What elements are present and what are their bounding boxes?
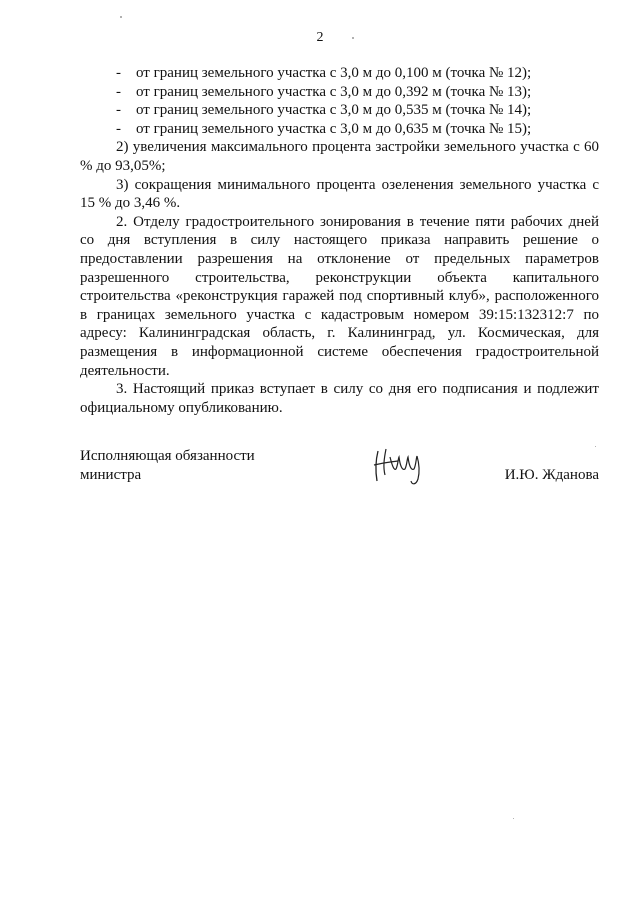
signatory-position-line2: министра: [80, 466, 142, 483]
scan-speck: [120, 16, 122, 18]
paragraph-greening: 3) сокращения минимального процента озеленения земельного участка с 15 % до 3,46 %.: [80, 176, 599, 212]
signatory-position: [80, 447, 255, 484]
list-item-text: от границ земельного участка с 3,0 м до 0,535 м (точка № 14);: [136, 102, 532, 119]
scan-speck: [595, 446, 596, 447]
list-item: [80, 83, 599, 102]
list-item: [80, 101, 599, 120]
scan-speck: [352, 37, 354, 39]
signatory-position-line1: Исполняющая обязанности: [80, 448, 255, 464]
document-body: [80, 64, 599, 417]
list-bullet: -: [116, 83, 121, 100]
list-item-text: от границ земельного участка с 3,0 м до 0,635 м (точка № 15);: [136, 120, 532, 137]
paragraph-build-coverage: 2) увеличения максимального процента застройки земельного участка с 60 % до 93,05%;: [80, 139, 599, 174]
list-item-text: от границ земельного участка с 3,0 м до 0,392 м (точка № 13);: [136, 83, 532, 100]
page-number: 2: [316, 30, 324, 45]
paragraph-effective-date: 3. Настоящий приказ вступает в силу со дня его подписания и подлежит официальному опубликованию.: [80, 381, 599, 416]
paragraph-zoning-department: 2. Отделу градостроительного зонирования в течение пяти рабочих дней со дня вступления в силу настоящего приказа направить решение о предоставлении разрешения на отклонение от предельных параметров разрешенного строительства, реконструкции объекта капитального строительства «реконструкция гаражей под спортивный клуб», расположенного в границах земельного участка с кадастровым номером 39:15:132312:7 по адресу: Калининградская область, г. Калининград, ул. Космическая, для размещения в информационной системе обеспечения градостроительной деятельности.: [80, 213, 599, 379]
list-bullet: -: [116, 120, 121, 137]
list-item: [80, 64, 599, 83]
list-bullet: -: [116, 102, 121, 119]
scan-speck: [513, 818, 514, 819]
list-item-text: от границ земельного участка с 3,0 м до 0,100 м (точка № 12);: [136, 65, 532, 81]
list-bullet: -: [116, 65, 121, 81]
signature-block: [80, 447, 599, 497]
list-item: [80, 120, 599, 139]
handwritten-signature: [372, 439, 432, 489]
signatory-name: И.Ю. Жданова: [504, 466, 599, 483]
